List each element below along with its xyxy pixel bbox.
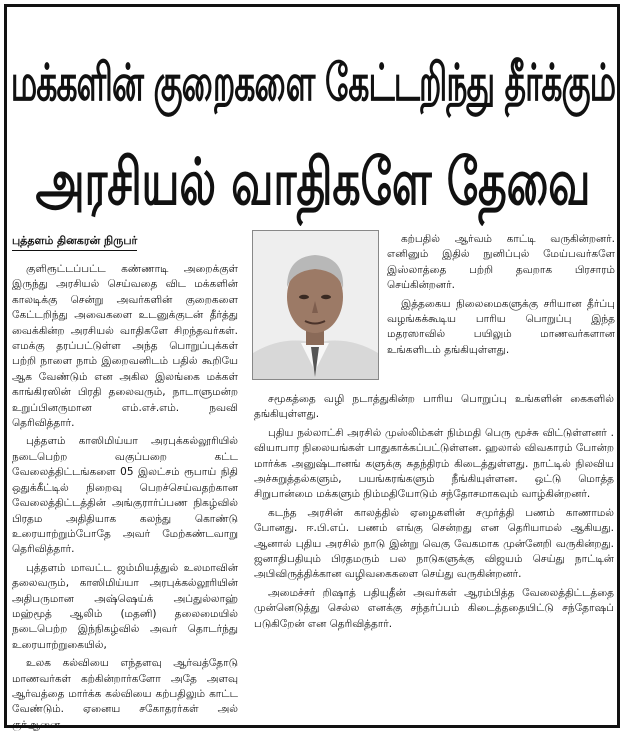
paragraph: கடந்த அரசின் காலத்தில் ஏழைகளின் சமுர்த்தி பணம் காணாமல் போனது. ஈ.பி.எப். பணம் எங்கு சென்றது என தெரியாமல் ஆகியது. ஆனால் புதிய அரசில் நாடு இன்று வெகு வேகமாக முன்னேறி வருகின்றது. ஜனாதிபதியும் பிரதமரும் பல நாடுகளுக்கு விஜயம் செய்து நாட்டின் அபிவிருத்திக்கான வழிவகைகளை செய்து வருகின்றனர். (254, 506, 614, 581)
article-column-left (12, 262, 238, 736)
headline-line-1: மக்களின் குறைகளை கேட்டறிந்து தீர்க்கும் (10, 52, 616, 113)
paragraph: புதிய நல்லாட்சி அரசில் முஸ்லிம்கள் நிம்மதி பெரு மூச்சு விட்டுள்ளனர் . வியாபார நிலையங்கள் பாதுகாக்கப்பட்டுள்ளன. ஹலால் விவகாரம் போன்ற மார்க்க அனுஷ்டானங் களுக்கு சுதந்திரம் கிடைத்துள்ளது. நாட்டில் நிலவிய அச்சுறுத்தல்களும், பயங்கரங்களும் நீங்கியுள்ளன. ஒட்டு மொத்த சிறுபான்மை மக்களும் நிம்மதியோடும் சந்தோசமாகவும் வாழ்கின்றனர். (254, 426, 614, 501)
paragraph: இத்தகைய நிலைமைகளுக்கு சரியான தீர்ப்பு வழங்கக்கூடிய பாரிய பொறுப்பு இந்த மதரஸாவில் பயிலும் மாணவர்களான உங்களிடம் தங்கியுள்ளது. (387, 297, 615, 356)
paragraph: உலக கல்வியை எந்தளவு ஆர்வத்தோடு மாணவர்கள் கற்கின்றார்களோ அதே அளவு ஆர்வத்தை மார்க்க கல்வியை கற்பதிலும் காட்ட வேண்டும். ஏனைய சகோதரர்கள் அல் குர்ஆனை (12, 657, 238, 731)
paragraph: குளிரூட்டப்பட்ட கண்ணாடி அறைக்குள் இருந்து அரசியல் செய்வதை விட மக்களின் காலடிக்கு சென்று அவர்களின் குறைகளை கேட்டறிந்து அவைகளை உடனுக்குடன் தீர்த்து வைக்கின்ற அரசியல் வாதிகளே சிறந்தவர்கள். எமக்கு தரப்பட்டுள்ள அந்த பொறுப்புக்கள் பற்றி நாளை நாம் இறைவனிடம் பதில் கூறியே ஆக வேண்டும் என அகில இலங்கை மக்கள் காங்கிரஸின் பிரதி தலைவரும், நாடாளுமன்ற உறுப்பினருமான எம்.எச்.எம். நவவி தெரிவித்தார். (12, 263, 238, 430)
portrait-illustration (253, 231, 378, 379)
paragraph: அமைச்சர் றிஷாத் பதியுதீன் அவர்கள் ஆரம்பித்த வேலைத்திட்டத்தை முன்னெடுத்து செல்ல எனக்கு சந்தர்ப்பம் கிடைத்ததையிட்டு சந்தோஷப் படுகிறேன் என தெரிவித்தார். (254, 586, 614, 630)
headline-line-2: அரசியல் வாதிகளே தேவை (35, 146, 591, 220)
paragraph: சமூகத்தை வழி நடாத்துகின்ற பாரிய பொறுப்பு உங்களின் கைகளில் தங்கியுள்ளது. (254, 393, 614, 421)
article-column-right-top (387, 232, 615, 361)
paragraph: கற்பதில் ஆர்வம் காட்டி வருகின்றனர். எனினும் இதில் நுனிப்புல் மேய்பவர்களே இஸ்லாத்தை பற்றி தவறாக பிரசாரம் செய்கின்றனர். (387, 233, 615, 292)
byline: புத்தளம் தினகரன் நிருபர் (12, 234, 137, 251)
portrait-photo (252, 230, 379, 380)
paragraph: புத்தளம் மாவட்ட ஜம்மியத்துல் உலமாவின் தலைவரும், காஸிமிய்யா அரபுக்கல்லூரியின் அதிபருமான அஷ்ஷெய்க் அப்துல்லாஹ் மஹ்மூத் ஆலிம் (மதனி) தலைமையில் நடைபெற்ற இந்நிகழ்வில் அவர் தொடர்ந்து உரையாற்றுகையில், (12, 561, 238, 651)
paragraph: புத்தளம் காஸிமிய்யா அரபுக்கல்லூரியில் நடைபெற்ற வகுப்பறை கட்ட வேலைத்திட்டங்களை 05 இலட்சம் ரூபாய் நிதி ஒதுக்கீட்டில் நிறைவு பெறச்செய்வதற்கான வேலைத்திட்டத்தின் அங்குரார்ப்பண நிகழ்வில் பிரதம அதிதியாக கலந்து கொண்டு உரையாற்றும்போதே அவர் மேற்கண்டவாறு தெரிவித்தார். (12, 435, 238, 556)
article-column-right-bottom (254, 392, 614, 635)
